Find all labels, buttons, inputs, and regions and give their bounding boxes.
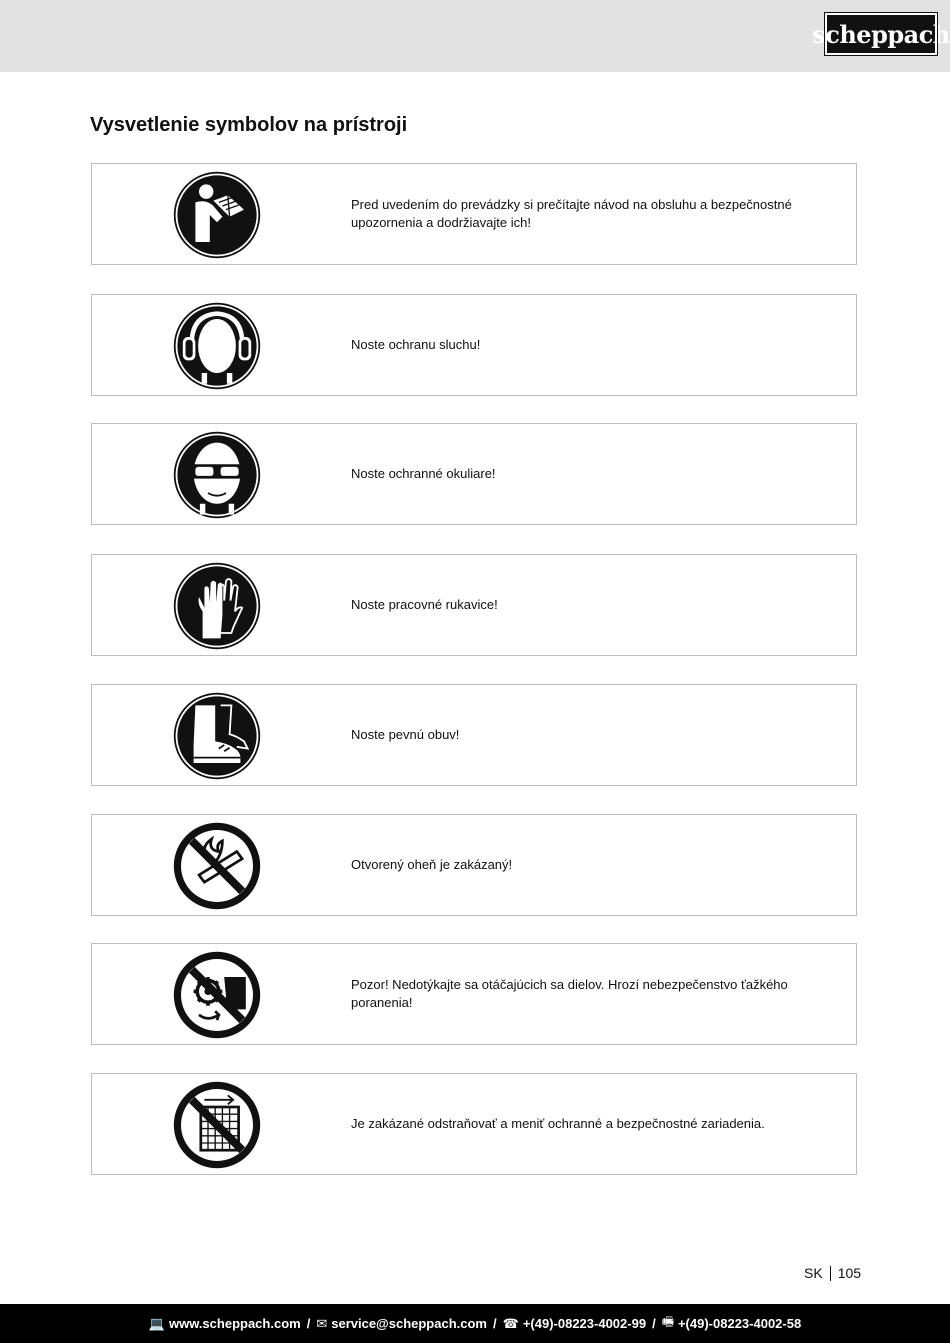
scheppach-logo: scheppach [825,13,937,55]
symbol-description: Noste ochranné okuliare! [351,466,496,481]
symbol-row [91,423,857,525]
computer-icon: 💻 [148,1315,165,1331]
fax-icon: 🖷 [661,1313,674,1329]
footer-separator: / [652,1316,656,1331]
footer-fax: +(49)-08223-4002-58 [677,1316,802,1331]
gloves-icon [172,561,262,651]
footer-website[interactable]: www.scheppach.com [168,1316,301,1331]
no-remove-guards-icon [172,1080,262,1170]
symbol-row [91,943,857,1045]
header-bar [0,0,950,72]
page-number-divider [830,1266,831,1281]
page-number [804,1265,861,1281]
symbol-row [91,814,857,916]
ear-protection-icon [172,301,262,391]
symbol-description: Noste pevnú obuv! [351,727,460,742]
email-icon: ✉ [316,1315,328,1331]
footer-separator: / [493,1316,497,1331]
page-language: SK [804,1265,823,1281]
symbol-description: Je zakázané odstraňovať a meniť ochranné a bezpečnostné zariadenia. [351,1116,765,1131]
phone-icon: ☎ [502,1315,519,1331]
footer-email[interactable]: service@scheppach.com [331,1316,487,1331]
symbol-row [91,554,857,656]
symbol-description: Pozor! Nedotýkajte sa otáčajúcich sa dielov. Hrozí nebezpečenstvo ťažkého poranenia! [351,977,788,1010]
symbol-row [91,163,857,265]
symbol-description: Otvorený oheň je zakázaný! [351,857,513,872]
footer-separator: / [306,1316,311,1331]
read-manual-icon [172,170,262,260]
safety-goggles-icon [172,430,262,520]
symbol-description: Noste pracovné rukavice! [351,597,498,612]
footer-bar [0,1304,950,1343]
symbol-description: Pred uvedením do prevádzky si prečítajte návod na obsluhu a bezpečnostné upozornenia a dodržiavajte ich! [351,197,792,230]
symbol-row [91,294,857,396]
no-open-fire-icon [172,821,262,911]
page-title: Vysvetlenie symbolov na prístroji [90,114,408,136]
footer-phone: +(49)-08223-4002-99 [522,1316,647,1331]
symbol-row [91,684,857,786]
page-number-value: 105 [837,1265,862,1281]
symbol-row [91,1073,857,1175]
symbol-description: Noste ochranu sluchu! [351,337,481,352]
safety-boots-icon [172,691,262,781]
no-touch-rotating-parts-icon [172,950,262,1040]
